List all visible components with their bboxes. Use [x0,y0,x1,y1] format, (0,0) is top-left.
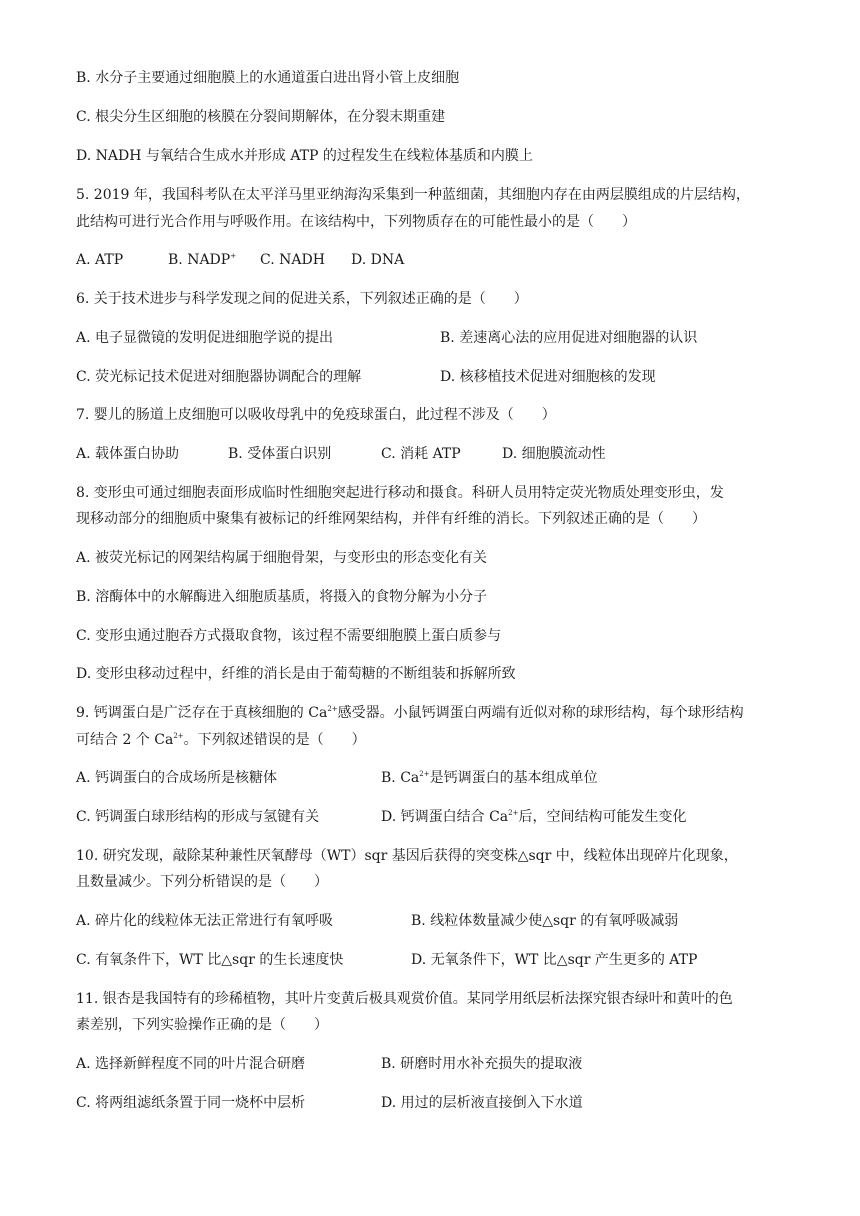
q9-stem-line2-b: 。下列叙述错误的是（ ） [183,732,366,748]
q11-option-c: C. 将两组滤纸条置于同一烧杯中层析 [76,1095,306,1111]
q8-stem-line2: 现移动部分的细胞质中聚集有被标记的纤维网架结构，并伴有纤维的消长。下列叙述正确的是（ ） [76,511,706,527]
q9-stem-line1-superscript: 2+ [327,705,338,713]
q11-option-d: D. 用过的层析液直接倒入下水道 [381,1095,583,1111]
q7-option-b: B. 受体蛋白识别 [228,446,332,462]
q8-option-d: D. 变形虫移动过程中，纤维的消长是由于葡萄糖的不断组装和拆解所致 [76,666,516,682]
q4-option-c: C. 根尖分生区细胞的核膜在分裂间期解体，在分裂末期重建 [76,109,446,125]
q5-option-b-text: B. NADP [168,252,231,268]
q4-option-b: B. 水分子主要通过细胞膜上的水通道蛋白进出肾小管上皮细胞 [76,70,460,86]
q5-stem-line2: 此结构可进行光合作用与呼吸作用。在该结构中，下列物质存在的可能性最小的是（ ） [76,214,636,230]
q9-option-c: C. 钙调蛋白球形结构的形成与氢键有关 [76,809,320,825]
q10-option-b: B. 线粒体数量减少使△sqr 的有氧呼吸减弱 [411,913,679,929]
q10-option-a: A. 碎片化的线粒体无法正常进行有氧呼吸 [76,913,334,929]
q9-option-d-superscript: 2+ [508,809,519,817]
q4-option-d: D. NADH 与氧结合生成水并形成 ATP 的过程发生在线粒体基质和内膜上 [76,148,533,164]
q9-option-a: A. 钙调蛋白的合成场所是核糖体 [76,770,278,786]
q8-stem-line1: 8. 变形虫可通过细胞表面形成临时性细胞突起进行移动和摄食。科研人员用特定荧光物质处理变形虫，发 [76,485,724,501]
q10-option-d: D. 无氧条件下，WT 比△sqr 产生更多的 ATP [411,952,698,968]
q9-option-d [381,807,686,827]
q6-stem: 6. 关于技术进步与科学发现之间的促进关系，下列叙述正确的是（ ） [76,291,528,307]
q9-option-b-superscript: 2+ [419,770,430,778]
q10-stem-line1: 10. 研究发现，敲除某种兼性厌氧酵母（WT）sqr 基因后获得的突变株△sqr 中，线粒体出现碎片化现象， [76,848,738,864]
q7-option-d: D. 细胞膜流动性 [502,446,606,462]
q9-option-b [381,768,598,788]
q5-option-d: D. DNA [351,252,405,268]
q8-option-c: C. 变形虫通过胞吞方式摄取食物，该过程不需要细胞膜上蛋白质参与 [76,628,502,644]
q5-option-b-superscript: + [230,252,237,260]
q8-option-a: A. 被荧光标记的网架结构属于细胞骨架，与变形虫的形态变化有关 [76,550,488,566]
q6-option-a: A. 电子显微镜的发明促进细胞学说的提出 [76,330,334,346]
q9-option-b-a: B. Ca [381,770,420,786]
q8-option-b: B. 溶酶体中的水解酶进入细胞质基质，将摄入的食物分解为小分子 [76,589,488,605]
q6-option-c: C. 荧光标记技术促进对细胞器协调配合的理解 [76,369,362,385]
q9-stem-line1-a: 9. 钙调蛋白是广泛存在于真核细胞的 Ca [76,705,328,721]
q6-option-b: B. 差速离心法的应用促进对细胞器的认识 [440,330,698,346]
q5-stem-line1: 5. 2019 年，我国科考队在太平洋马里亚纳海沟采集到一种蓝细菌，其细胞内存在由两层膜组成的片层结构， [76,187,750,203]
q9-option-b-b: 是钙调蛋白的基本组成单位 [429,770,598,786]
q7-option-c: C. 消耗 ATP [381,446,461,462]
q10-stem-line2: 且数量减少。下列分析错误的是（ ） [76,874,328,890]
q9-stem-line1 [76,703,744,723]
q10-option-c: C. 有氧条件下，WT 比△sqr 的生长速度快 [76,952,344,968]
q5-option-a: A. ATP [76,252,124,268]
q11-option-b: B. 研磨时用水补充损失的提取液 [381,1056,583,1072]
q11-stem-line2: 素差别，下列实验操作正确的是（ ） [76,1017,328,1033]
q7-option-a: A. 载体蛋白协助 [76,446,180,462]
q9-stem-line1-b: 感受器。小鼠钙调蛋白两端有近似对称的球形结构，每个球形结构 [337,705,744,721]
q9-stem-line2-superscript: 2+ [173,732,184,740]
q9-option-d-b: 后，空间结构可能发生变化 [518,809,687,825]
q9-stem-line2 [76,730,366,750]
q11-option-a: A. 选择新鲜程度不同的叶片混合研磨 [76,1056,306,1072]
q5-option-b [168,250,236,270]
q11-stem-line1: 11. 银杏是我国特有的珍稀植物，其叶片变黄后极具观赏价值。某同学用纸层析法探究银杏绿叶和黄叶的色 [76,991,733,1007]
q9-option-d-a: D. 钙调蛋白结合 Ca [381,809,509,825]
q5-option-c: C. NADH [260,252,325,268]
q6-option-d: D. 核移植技术促进对细胞核的发现 [440,369,656,385]
q7-stem: 7. 婴儿的肠道上皮细胞可以吸收母乳中的免疫球蛋白，此过程不涉及（ ） [76,407,556,423]
q9-stem-line2-a: 可结合 2 个 Ca [76,732,174,748]
